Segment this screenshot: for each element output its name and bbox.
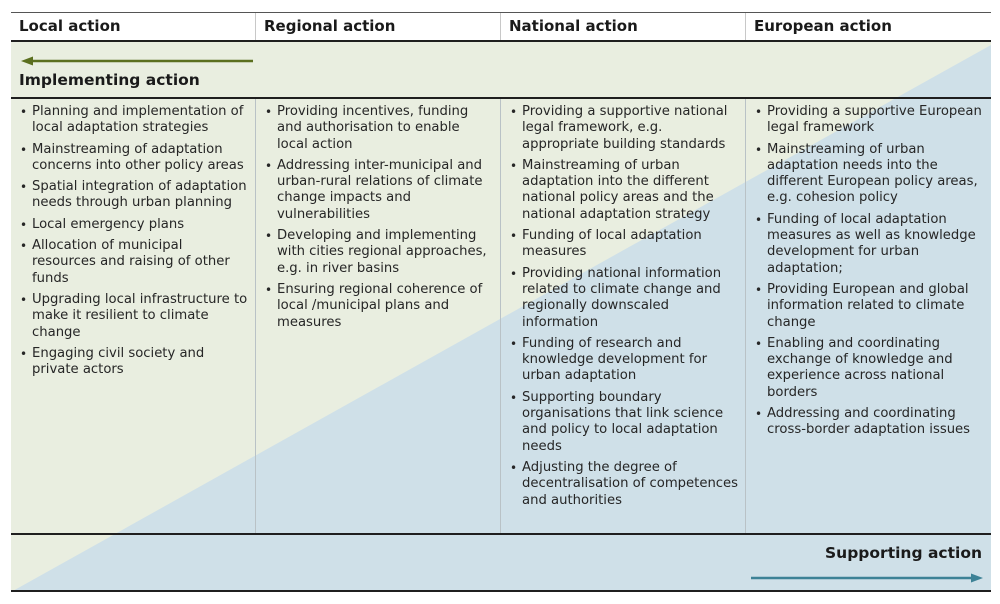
european-action-list bbox=[754, 104, 985, 439]
supporting-action-label: Supporting action bbox=[825, 544, 982, 562]
list-item: • Mainstreaming of adaptation concerns into other policy areas bbox=[19, 142, 249, 175]
header-divider bbox=[11, 40, 991, 42]
list-item: • Providing European and global information related to climate change bbox=[754, 282, 985, 331]
list-item: • Engaging civil society and private actors bbox=[19, 346, 249, 379]
list-item: • Upgrading local infrastructure to make it resilient to climate change bbox=[19, 292, 249, 341]
list-item: • Providing national information related to climate change and regionally downscaled information bbox=[509, 266, 739, 331]
list-item: • Addressing and coordinating cross-border adaptation issues bbox=[754, 406, 985, 439]
list-item: • Developing and implementing with cities regional approaches, e.g. in river basins bbox=[264, 228, 494, 277]
list-item: • Planning and implementation of local adaptation strategies bbox=[19, 104, 249, 137]
arrow-right-icon bbox=[751, 573, 983, 583]
list-item: • Funding of research and knowledge development for urban adaptation bbox=[509, 336, 739, 385]
list-item: • Providing incentives, funding and authorisation to enable local action bbox=[264, 104, 494, 153]
local-action-list bbox=[19, 104, 249, 378]
list-item: • Allocation of municipal resources and raising of other funds bbox=[19, 238, 249, 287]
header-national-action: National action bbox=[501, 13, 746, 41]
header-local-action: Local action bbox=[11, 13, 256, 41]
list-item: • Supporting boundary organisations that link science and policy to local adaptation needs bbox=[509, 390, 739, 455]
list-item: • Ensuring regional coherence of local /municipal plans and measures bbox=[264, 282, 494, 331]
header-european-action: European action bbox=[754, 17, 892, 35]
column-european bbox=[746, 99, 991, 533]
table-header bbox=[11, 13, 991, 41]
list-item: • Mainstreaming of urban adaptation into the different national policy areas and the national adaptation strategy bbox=[509, 158, 739, 223]
header-regional-action: Regional action bbox=[256, 13, 501, 41]
list-item: • Adjusting the degree of decentralisation of competences and authorities bbox=[509, 460, 739, 509]
list-item: • Mainstreaming of urban adaptation needs into the different European policy areas, e.g. cohesion policy bbox=[754, 142, 985, 207]
list-item: • Providing a supportive national legal framework, e.g. appropriate building standards bbox=[509, 104, 739, 153]
arrow-left-icon bbox=[21, 56, 253, 66]
table-bottom-border bbox=[11, 590, 991, 592]
national-action-list bbox=[509, 104, 739, 509]
implementing-action-label: Implementing action bbox=[19, 71, 200, 89]
list-item: • Enabling and coordinating exchange of knowledge and experience across national borders bbox=[754, 336, 985, 401]
table-body bbox=[11, 99, 991, 533]
list-item: • Funding of local adaptation measures as well as knowledge development for urban adaptation; bbox=[754, 212, 985, 277]
list-item: • Local emergency plans bbox=[19, 217, 249, 233]
list-item: • Spatial integration of adaptation needs through urban planning bbox=[19, 179, 249, 212]
regional-action-list bbox=[264, 104, 494, 331]
adaptation-action-table bbox=[11, 12, 991, 592]
column-local bbox=[11, 99, 256, 533]
column-regional bbox=[256, 99, 501, 533]
column-national bbox=[501, 99, 746, 533]
list-item: • Funding of local adaptation measures bbox=[509, 228, 739, 261]
body-divider bbox=[11, 533, 991, 535]
list-item: • Addressing inter-municipal and urban-rural relations of climate change impacts and vulnerabilities bbox=[264, 158, 494, 223]
list-item: • Providing a supportive European legal framework bbox=[754, 104, 985, 137]
